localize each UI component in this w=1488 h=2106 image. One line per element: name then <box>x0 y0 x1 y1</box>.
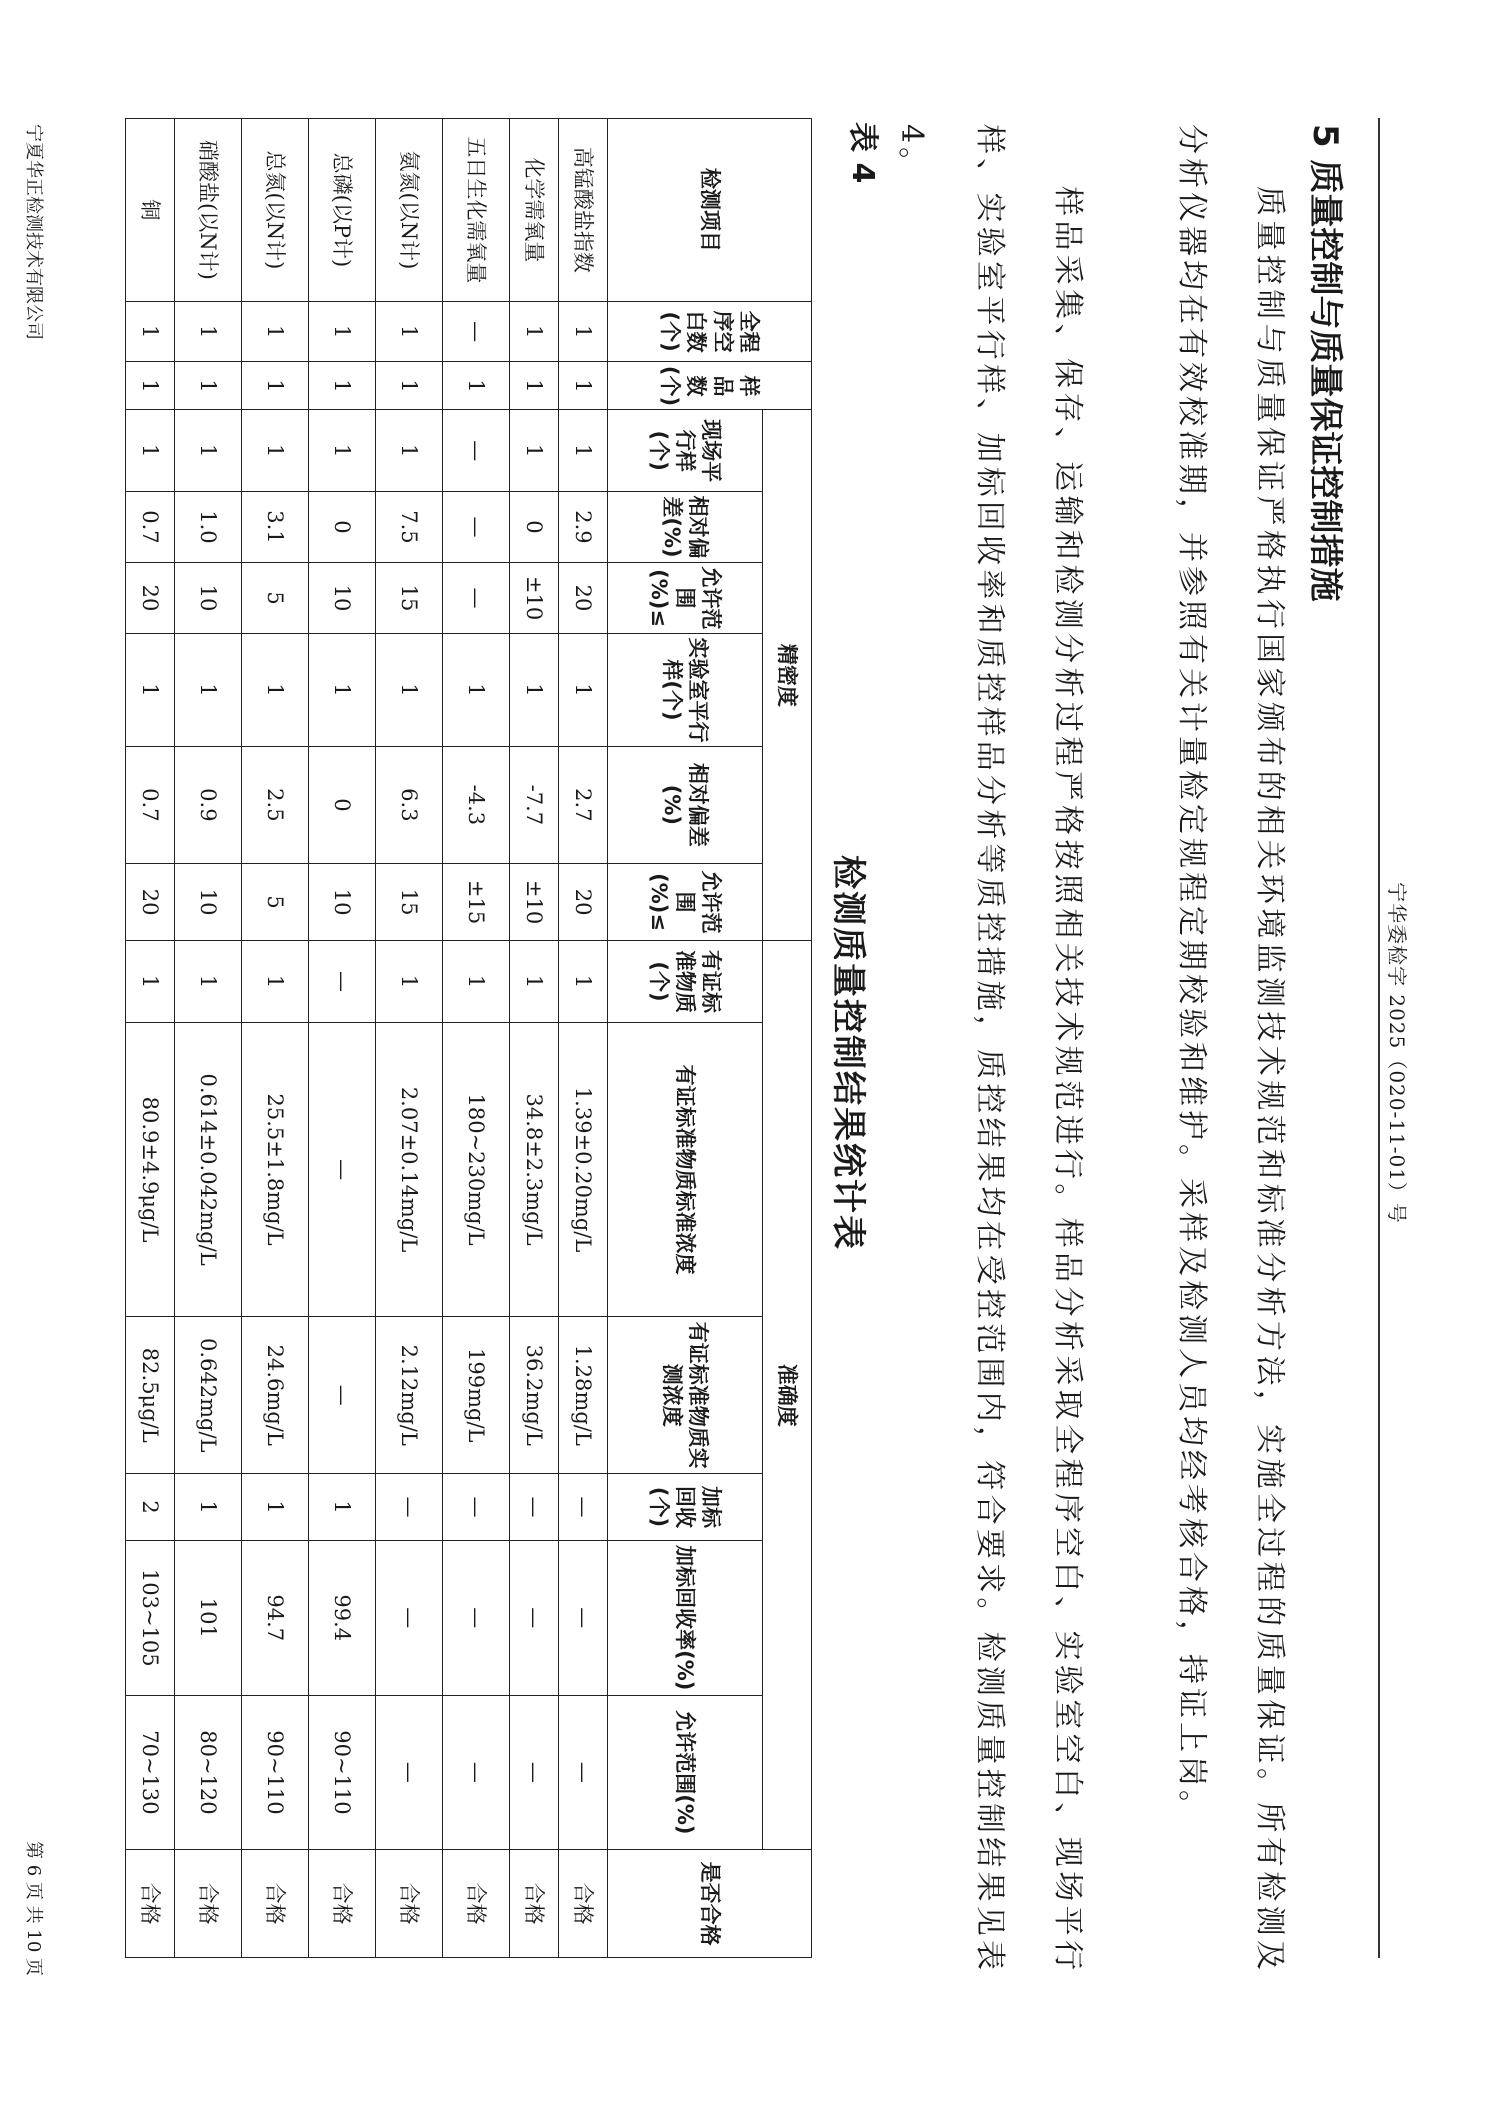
cell-meas: 2.12mg/L <box>376 1317 443 1474</box>
cell-blank: 1 <box>510 301 559 362</box>
header-crm-measured: 有证标准物质实测浓度 <box>608 1317 763 1474</box>
cell-fp: 1 <box>175 410 242 491</box>
cell-sr: 99.4 <box>309 1540 376 1695</box>
cell-sa: — <box>443 1695 510 1850</box>
qc-table-body <box>126 119 608 1958</box>
cell-samples: 1 <box>175 362 242 410</box>
cell-ld: 0.9 <box>175 746 242 863</box>
cell-samples: 1 <box>126 362 175 410</box>
cell-std: 25.5±1.8mg/L <box>242 1022 309 1317</box>
table-row <box>376 119 443 1958</box>
cell-ld: 2.5 <box>242 746 309 863</box>
cell-sa: 90~110 <box>242 1695 309 1850</box>
cell-la: 20 <box>126 863 175 940</box>
cell-sa: 80~120 <box>175 1695 242 1850</box>
cell-meas: 24.6mg/L <box>242 1317 309 1474</box>
cell-fa: 15 <box>376 563 443 634</box>
header-spike-count: 加标回收(个) <box>608 1474 763 1541</box>
cell-ld: 0 <box>309 746 376 863</box>
cell-meas: 36.2mg/L <box>510 1317 559 1474</box>
cell-la: 10 <box>309 863 376 940</box>
cell-pass: 合格 <box>443 1850 510 1958</box>
cell-ld: 2.7 <box>559 746 608 863</box>
header-field-parallel: 现场平行样(个) <box>608 410 763 491</box>
cell-la: 10 <box>175 863 242 940</box>
cell-item: 硝酸盐(以N计) <box>175 119 242 302</box>
cell-sc: 1 <box>175 1474 242 1541</box>
cell-ld: -7.7 <box>510 746 559 863</box>
cell-pass: 合格 <box>242 1850 309 1958</box>
header-precision: 精密度 <box>763 410 812 941</box>
cell-pass: 合格 <box>309 1850 376 1958</box>
cell-crm: 1 <box>559 941 608 1022</box>
cell-fp: 1 <box>309 410 376 491</box>
cell-std: — <box>309 1022 376 1317</box>
cell-samples: 1 <box>242 362 309 410</box>
cell-crm: — <box>309 941 376 1022</box>
cell-crm: 1 <box>376 941 443 1022</box>
cell-blank: 1 <box>559 301 608 362</box>
cell-pass: 合格 <box>175 1850 242 1958</box>
cell-fd: 3.1 <box>242 491 309 562</box>
cell-blank: — <box>443 301 510 362</box>
cell-std: 80.9±4.9μg/L <box>126 1022 175 1317</box>
cell-fd: 0 <box>309 491 376 562</box>
cell-fa: 5 <box>242 563 309 634</box>
cell-blank: 1 <box>309 301 376 362</box>
cell-fd: 1.0 <box>175 491 242 562</box>
footer-page: 第 6 页 共 10 页 <box>23 1841 44 1976</box>
cell-item: 五日生化需氧量 <box>443 119 510 302</box>
cell-fp: 1 <box>376 410 443 491</box>
cell-sr: — <box>443 1540 510 1695</box>
cell-sr: 103~105 <box>126 1540 175 1695</box>
header-accuracy: 准确度 <box>763 941 812 1850</box>
cell-fa: 10 <box>175 563 242 634</box>
cell-pass: 合格 <box>559 1850 608 1958</box>
cell-fd: 0 <box>510 491 559 562</box>
header-blank: 全程序空白数(个) <box>608 301 812 362</box>
paragraph-1: 质量控制与质量保证严格执行国家颁布的相关环境监测技术规范和标准分析方法，实施全过程的质量保证。所有检测及分析仪器均在有效校准期，并参照有关计量检定规程定期校验和维护。采样及检测人员均经考核合格，持证上岗。 <box>1174 124 1287 1974</box>
cell-item: 化学需氧量 <box>510 119 559 302</box>
cell-lp: 1 <box>309 634 376 747</box>
table-row <box>309 119 376 1958</box>
table-row <box>175 119 242 1958</box>
cell-la: 20 <box>559 863 608 940</box>
cell-std: 180~230mg/L <box>443 1022 510 1317</box>
header-lab-parallel: 实验室平行样(个) <box>608 634 763 747</box>
cell-fd: — <box>443 491 510 562</box>
paragraph-2: 样品采集、保存、运输和检测分析过程严格按照相关技术规范进行。样品分析采取全程序空白、实验室空白、现场平行样、实验室平行样、加标回收率和质控样品分析等质控措施，质控结果均在受控范围内，符合要求。检测质量控制结果见表4。 <box>894 124 1085 1974</box>
section-title: 5 质量控制与质量保证控制措施 <box>1305 124 1345 602</box>
cell-sr: — <box>376 1540 443 1695</box>
table-title: 检测质量控制结果统计表 <box>828 855 868 1251</box>
cell-pass: 合格 <box>376 1850 443 1958</box>
cell-sr: — <box>510 1540 559 1695</box>
table-label: 表 4 <box>845 122 880 184</box>
cell-fd: 7.5 <box>376 491 443 562</box>
cell-crm: 1 <box>510 941 559 1022</box>
header-samples: 样品数(个) <box>608 362 812 410</box>
cell-blank: 1 <box>376 301 443 362</box>
cell-sc: — <box>443 1474 510 1541</box>
cell-la: 15 <box>376 863 443 940</box>
header-item: 检测项目 <box>608 119 812 302</box>
cell-crm: 1 <box>126 941 175 1022</box>
header-field-rel-dev: 相对偏差(%) <box>608 491 763 562</box>
cell-item: 高锰酸盐指数 <box>559 119 608 302</box>
cell-fp: 1 <box>510 410 559 491</box>
cell-sa: — <box>510 1695 559 1850</box>
cell-pass: 合格 <box>126 1850 175 1958</box>
cell-fd: 0.7 <box>126 491 175 562</box>
cell-meas: 82.5μg/L <box>126 1317 175 1474</box>
header-spike-allow: 允许范围(%) <box>608 1695 763 1850</box>
header-lab-allow: 允许范围(%)≤ <box>608 863 763 940</box>
cell-sa: 70~130 <box>126 1695 175 1850</box>
cell-fa: 20 <box>559 563 608 634</box>
doc-number: 宁华委检字 2025（020-11-01）号 <box>1385 882 1409 1224</box>
table-row <box>126 119 175 1958</box>
cell-fp: 1 <box>559 410 608 491</box>
table-row <box>443 119 510 1958</box>
cell-sc: 1 <box>242 1474 309 1541</box>
cell-fa: ±10 <box>510 563 559 634</box>
cell-sr: 94.7 <box>242 1540 309 1695</box>
cell-meas: — <box>309 1317 376 1474</box>
cell-std: 34.8±2.3mg/L <box>510 1022 559 1317</box>
cell-item: 总氮(以N计) <box>242 119 309 302</box>
cell-lp: 1 <box>559 634 608 747</box>
qc-table <box>125 118 812 1958</box>
cell-ld: 6.3 <box>376 746 443 863</box>
cell-la: 5 <box>242 863 309 940</box>
header-crm-std: 有证标准物质标准浓度 <box>608 1022 763 1317</box>
cell-item: 氨氮(以N计) <box>376 119 443 302</box>
cell-samples: 1 <box>559 362 608 410</box>
cell-pass: 合格 <box>510 1850 559 1958</box>
header-field-allow: 允许范围(%)≤ <box>608 563 763 634</box>
header-crm-count: 有证标准物质(个) <box>608 941 763 1022</box>
cell-sa: — <box>559 1695 608 1850</box>
cell-std: 1.39±0.20mg/L <box>559 1022 608 1317</box>
cell-lp: 1 <box>510 634 559 747</box>
cell-sc: — <box>559 1474 608 1541</box>
cell-sc: — <box>510 1474 559 1541</box>
cell-fa: — <box>443 563 510 634</box>
cell-ld: -4.3 <box>443 746 510 863</box>
cell-sr: — <box>559 1540 608 1695</box>
cell-samples: 1 <box>443 362 510 410</box>
cell-blank: 1 <box>242 301 309 362</box>
cell-samples: 1 <box>309 362 376 410</box>
cell-samples: 1 <box>376 362 443 410</box>
cell-std: 0.614±0.042mg/L <box>175 1022 242 1317</box>
cell-sa: 90~110 <box>309 1695 376 1850</box>
cell-crm: 1 <box>175 941 242 1022</box>
cell-fp: — <box>443 410 510 491</box>
cell-sa: — <box>376 1695 443 1850</box>
cell-sc: 2 <box>126 1474 175 1541</box>
cell-lp: 1 <box>175 634 242 747</box>
cell-sc: — <box>376 1474 443 1541</box>
cell-la: ±10 <box>510 863 559 940</box>
cell-sc: 1 <box>309 1474 376 1541</box>
table-row <box>510 119 559 1958</box>
table-row <box>242 119 309 1958</box>
cell-fa: 10 <box>309 563 376 634</box>
cell-item: 总磷(以P计) <box>309 119 376 302</box>
cell-blank: 1 <box>175 301 242 362</box>
cell-lp: 1 <box>443 634 510 747</box>
cell-fa: 20 <box>126 563 175 634</box>
cell-lp: 1 <box>126 634 175 747</box>
cell-la: ±15 <box>443 863 510 940</box>
cell-sr: 101 <box>175 1540 242 1695</box>
cell-fp: 1 <box>242 410 309 491</box>
cell-lp: 1 <box>242 634 309 747</box>
cell-samples: 1 <box>510 362 559 410</box>
cell-fp: 1 <box>126 410 175 491</box>
cell-item: 铜 <box>126 119 175 302</box>
table-row <box>559 119 608 1958</box>
header-spike-rate: 加标回收率(%) <box>608 1540 763 1695</box>
cell-crm: 1 <box>242 941 309 1022</box>
header-lab-rel-dev: 相对偏差(%) <box>608 746 763 863</box>
cell-crm: 1 <box>443 941 510 1022</box>
cell-meas: 199mg/L <box>443 1317 510 1474</box>
footer-company: 宁夏华正检测技术有限公司 <box>23 124 44 340</box>
cell-meas: 0.642mg/L <box>175 1317 242 1474</box>
cell-meas: 1.28mg/L <box>559 1317 608 1474</box>
cell-ld: 0.7 <box>126 746 175 863</box>
cell-lp: 1 <box>376 634 443 747</box>
cell-fd: 2.9 <box>559 491 608 562</box>
header-rule <box>1378 118 1380 1958</box>
cell-blank: 1 <box>126 301 175 362</box>
header-pass: 是否合格 <box>608 1850 812 1958</box>
cell-std: 2.07±0.14mg/L <box>376 1022 443 1317</box>
